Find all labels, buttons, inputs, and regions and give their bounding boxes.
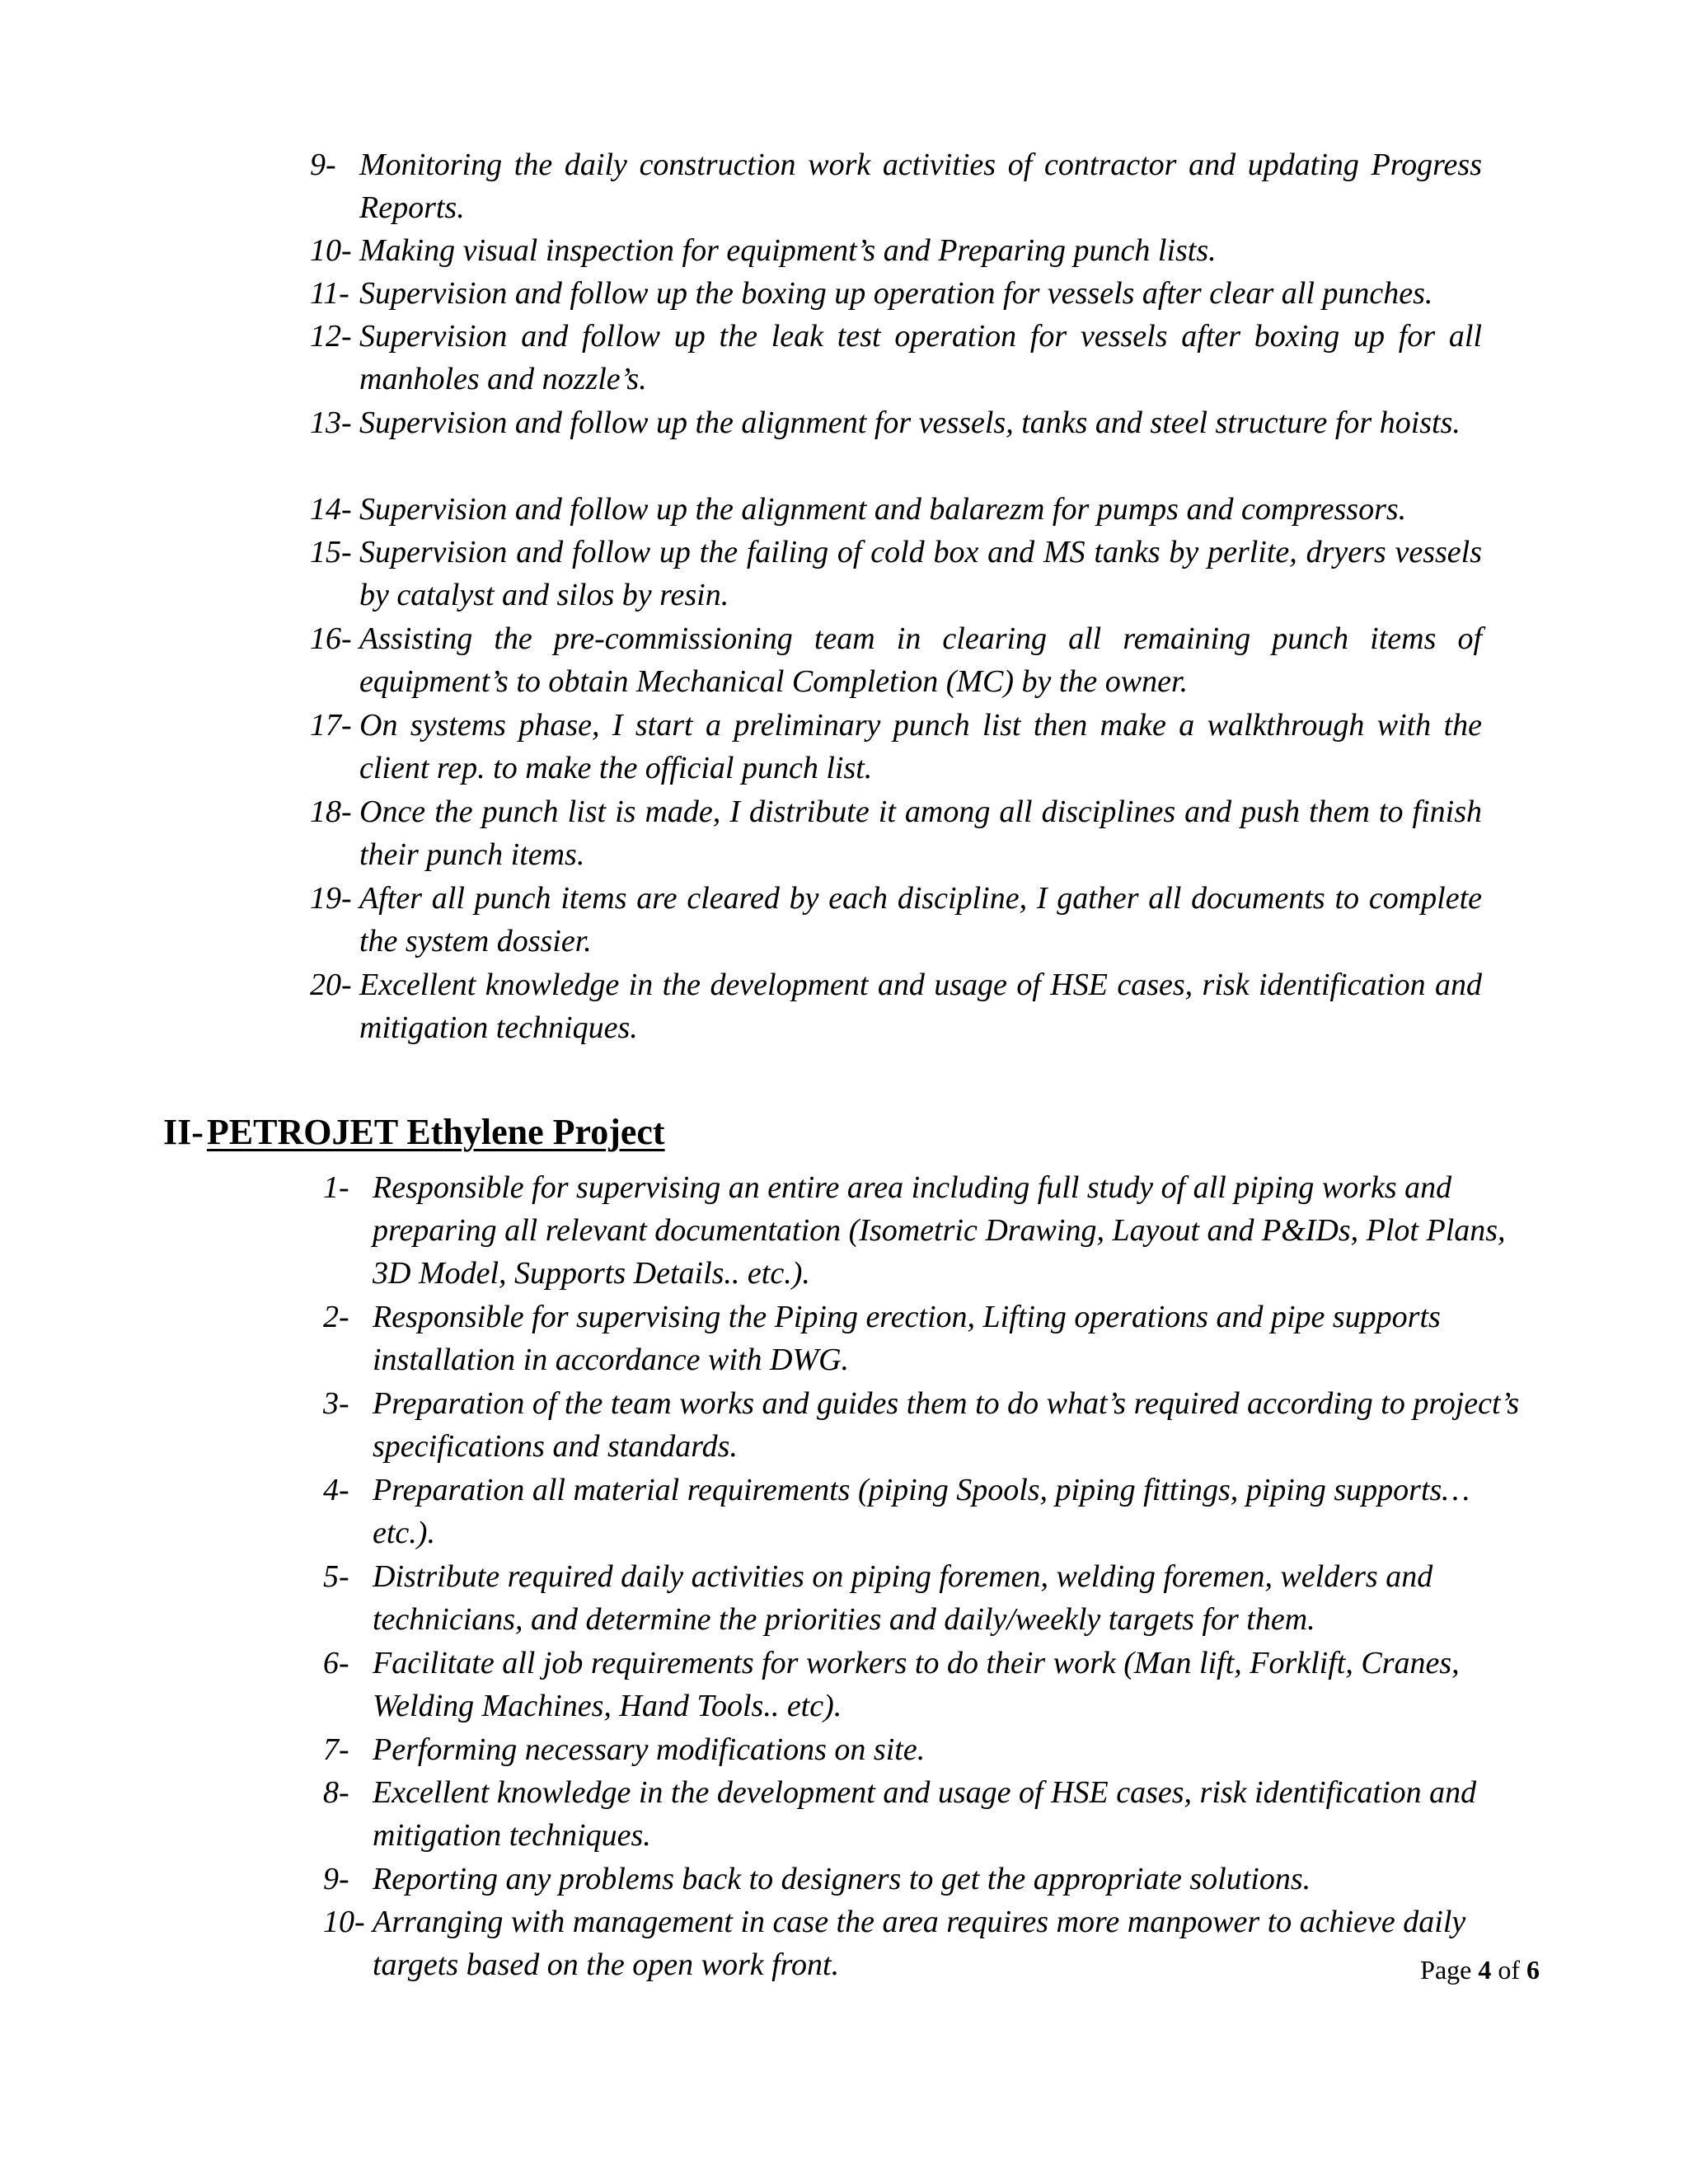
list-item [310,877,1482,963]
section-title: PETROJET Ethylene Project [206,1112,665,1152]
item-number: 16- [310,621,352,656]
item-number: 17- [310,708,352,743]
list-item [310,790,1482,876]
current-page-number: 4 [1478,1955,1492,1985]
item-text: Distribute required daily activities on piping foremen, welding foremen, welders and technicians, and determine the priorities and daily/weekly targets for them. [373,1559,1433,1637]
item-text: Responsible for supervising an entire area including full study of all piping works and preparing all relevant documentation (Isometric Drawing, Layout and P&IDs, Plot Plans, 3D Model, Supports Details.. etc.). [373,1170,1506,1291]
list-item [323,1858,1525,1900]
item-text: Once the punch list is made, I distribute it among all disciplines and push them to finish their punch items. [359,794,1482,872]
item-number: 10- [310,233,352,268]
list-item [310,531,1482,616]
item-number: 13- [310,405,352,440]
list-item [323,1382,1525,1468]
list-item [323,1166,1525,1295]
item-text: Excellent knowledge in the development and usage of HSE cases, risk identification and mitigation techniques. [373,1775,1477,1853]
list-item [323,1900,1525,1986]
list-item [310,401,1482,444]
list-item [310,272,1482,315]
item-text: Performing necessary modifications on site. [373,1732,926,1767]
list-item [310,143,1482,229]
item-text: Excellent knowledge in the development and usage of HSE cases, risk identification and mitigation techniques. [359,968,1482,1045]
item-text: Supervision and follow up the leak test operation for vessels after boxing up for all manholes and nozzle’s. [359,319,1482,396]
item-text: On systems phase, I start a preliminary punch list then make a walkthrough with the client rep. to make the official punch list. [359,708,1482,785]
list-item [310,963,1482,1049]
list-item [310,704,1482,790]
item-text: After all punch items are cleared by each discipline, I gather all documents to complete the system dossier. [359,881,1482,958]
list-item [323,1642,1525,1727]
item-number: 15- [310,535,352,569]
item-number: 12- [310,319,352,354]
item-number: 14- [310,492,352,527]
item-text: Supervision and follow up the failing of cold box and MS tanks by perlite, dryers vessels by catalyst and silos by resin. [359,535,1482,612]
item-number: 19- [310,881,352,916]
item-number: 8- [323,1775,349,1810]
item-text: Supervision and follow up the alignment and balarezm for pumps and compressors. [359,492,1407,527]
page-label: Page [1420,1955,1479,1985]
list-item [310,315,1482,401]
item-number: 10- [323,1905,365,1939]
item-text: Making visual inspection for equipment’s and Preparing punch lists. [359,233,1217,268]
item-text: Facilitate all job requirements for workers to do their work (Man lift, Forklift, Cranes, Welding Machines, Hand Tools.. etc). [373,1646,1460,1723]
item-text: Reporting any problems back to designers to get the appropriate solutions. [373,1862,1311,1896]
list-item [310,229,1482,272]
list-item [323,1771,1525,1857]
item-text: Responsible for supervising the Piping erection, Lifting operations and pipe supports installation in accordance with DWG. [373,1300,1441,1377]
list-item [323,1728,1525,1771]
page-number-footer [1420,1955,1540,1985]
item-text: Monitoring the daily construction work activities of contractor and updating Progress Reports. [359,148,1482,225]
page-separator: of [1491,1955,1526,1985]
item-number: 4- [323,1473,349,1507]
item-number: 7- [323,1732,349,1767]
section-heading [163,1111,665,1153]
list-item [323,1555,1525,1641]
item-text: Assisting the pre-commissioning team in clearing all remaining punch items of equipment’s to obtain Mechanical Completion (MC) by the owner. [359,621,1482,699]
item-text: Supervision and follow up the boxing up operation for vessels after clear all punches. [359,276,1433,311]
item-number: 2- [323,1300,349,1334]
list-item [310,617,1482,703]
item-number: 1- [323,1170,349,1205]
total-page-count: 6 [1526,1955,1540,1985]
item-text: Supervision and follow up the alignment for vessels, tanks and steel structure for hoists. [359,405,1461,440]
item-text: Preparation of the team works and guides them to do what’s required according to project’s specifications and standards. [373,1386,1520,1464]
item-number: 5- [323,1559,349,1594]
list-item [310,488,1482,531]
item-number: 6- [323,1646,349,1680]
item-number: 9- [323,1862,349,1896]
list-item [323,1296,1525,1381]
item-text: Preparation all material requirements (piping Spools, piping fittings, piping supports…etc.). [373,1473,1470,1550]
item-number: 11- [310,276,349,311]
item-text: Arranging with management in case the area requires more manpower to achieve daily targets based on the open work front. [373,1905,1466,1982]
item-number: 9- [310,148,336,182]
section-number: II- [163,1112,204,1152]
item-number: 18- [310,794,352,829]
item-number: 3- [323,1386,349,1421]
list-item [323,1469,1525,1554]
item-number: 20- [310,968,352,1002]
